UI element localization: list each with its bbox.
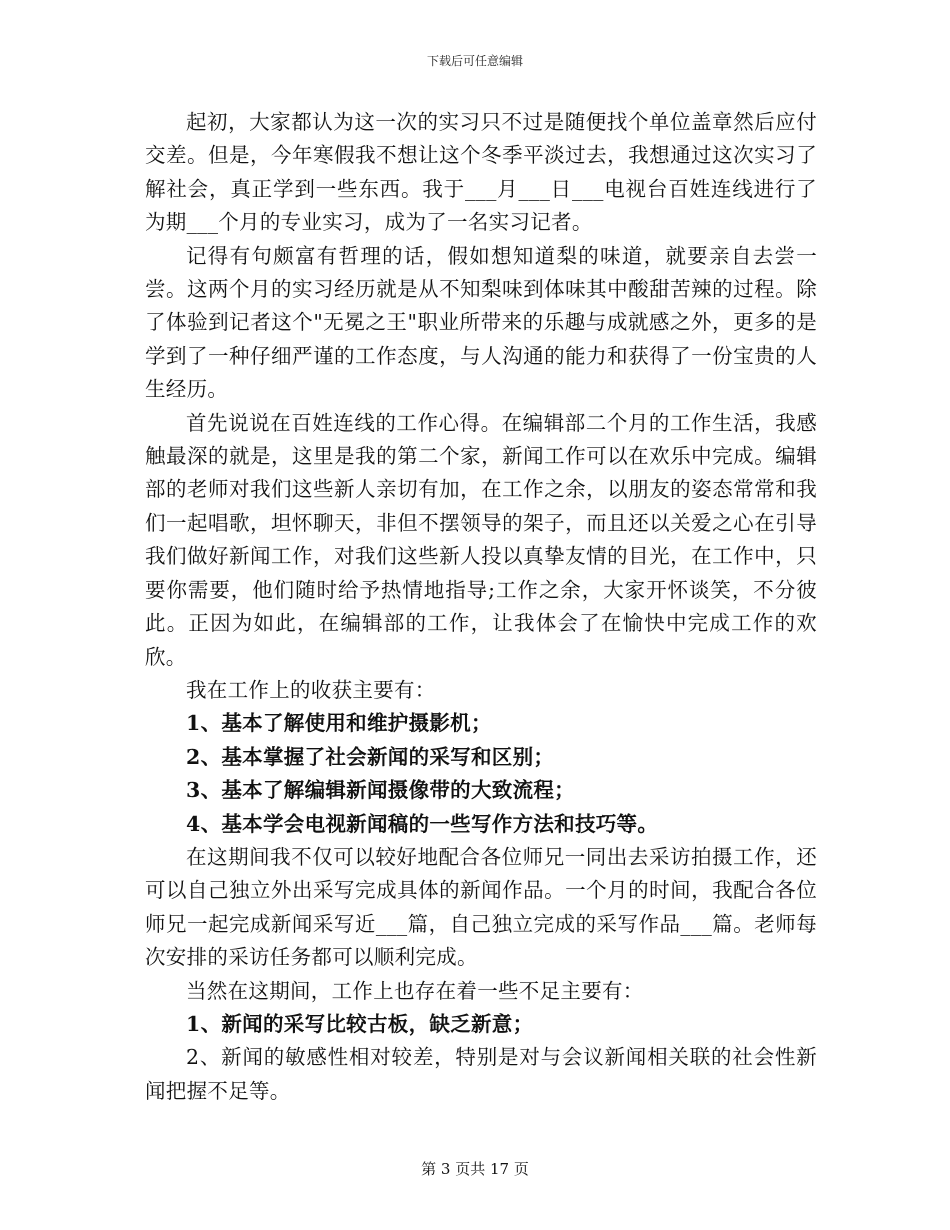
paragraph-shortcomings-intro: 当然在这期间，工作上也存在着一些不足主要有： xyxy=(186,978,644,1003)
page-number-footer: 第 3 页共 17 页 xyxy=(421,1160,529,1178)
gain-item-1: 1、基本了解使用和维护摄影机； xyxy=(186,711,492,736)
paragraph-gains-intro: 我在工作上的收获主要有： xyxy=(186,677,436,702)
paragraph-pear-quote: 记得有句颇富有哲理的话，假如想知道梨的味道，就要亲自去尝一尝。这两个月的实习经历就是从不知梨味到体味其中酸甜苦辣的过程。除了体验到记者这个"无冕之王"职业所带来的乐趣与成就感之外，更多的是学到了一种仔细严谨的工作态度，与人沟通的能力和获得了一份宝贵的人生经历。 xyxy=(145,243,817,402)
gain-item-2: 2、基本掌握了社会新闻的采写和区别； xyxy=(186,744,555,769)
document-body xyxy=(145,106,817,1108)
shortcoming-item-2: 2、新闻的敏感性相对较差，特别是对与会议新闻相关联的社会性新闻把握不足等。 xyxy=(145,1045,817,1103)
shortcoming-item-1: 1、新闻的采写比较古板，缺乏新意； xyxy=(186,1011,534,1036)
paragraph-independent-work: 在这期间我不仅可以较好地配合各位师兄一同出去采访拍摄工作，还可以自己独立外出采写完成具体的新闻作品。一个月的时间，我配合各位师兄一起完成新闻采写近___篇，自己独立完成的采写作品___篇。老师每次安排的采访任务都可以顺利完成。 xyxy=(145,844,817,970)
paragraph-work-experience: 首先说说在百姓连线的工作心得。在编辑部二个月的工作生活，我感触最深的就是，这里是我的第二个家，新闻工作可以在欢乐中完成。编辑部的老师对我们这些新人亲切有加，在工作之余，以朋友的姿态常常和我们一起唱歌，坦怀聊天，非但不摆领导的架子，而且还以关爱之心在引导我们做好新闻工作，对我们这些新人投以真挚友情的目光，在工作中，只要你需要，他们随时给予热情地指导;工作之余，大家开怀谈笑，不分彼此。正因为如此，在编辑部的工作，让我体会了在愉快中完成工作的欢欣。 xyxy=(145,410,817,669)
gain-item-3: 3、基本了解编辑新闻摄像带的大致流程； xyxy=(186,778,575,803)
paragraph-intro: 起初，大家都认为这一次的实习只不过是随便找个单位盖章然后应付交差。但是，今年寒假我不想让这个冬季平淡过去，我想通过这次实习了解社会，真正学到一些东西。我于___月___日___电视台百姓连线进行了为期___个月的专业实习，成为了一名实习记者。 xyxy=(145,110,817,235)
gain-item-4: 4、基本学会电视新闻稿的一些写作方法和技巧等。 xyxy=(186,811,659,836)
page-header: 下载后可任意编辑 xyxy=(426,54,523,68)
